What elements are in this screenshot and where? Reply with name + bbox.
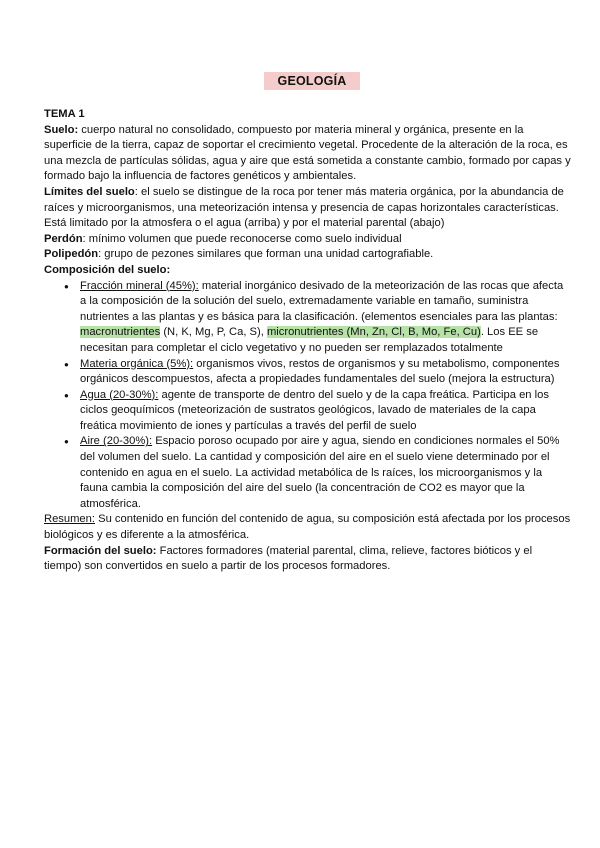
term-fraccion: Fracción mineral (45%):	[80, 279, 199, 292]
paragraph-limitado: Está limitado por la atmosfera o el agua (arriba) y por el material parental (abajo)	[44, 217, 445, 230]
composicion-list	[44, 279, 572, 513]
document-body	[44, 107, 572, 575]
paragraph-formacion: Formación del suelo: Factores formadores (material parental, clima, relieve, factores bióticos y el tiempo) son convertidos en suelo a partir de los procesos formadores.	[44, 544, 533, 573]
term-suelo: Suelo:	[44, 123, 79, 136]
term-polipedon: Polipedón	[44, 248, 99, 261]
list-item-materia-organica: ● Materia orgánica (5%): organismos vivos, restos de organismos y su metabolismo, componentes orgánicos descompuestos, afecta a propiedades fundamentales del suelo (mejora la estructura)	[80, 357, 572, 388]
paragraph-suelo: Suelo: cuerpo natural no consolidado, compuesto por materia mineral y orgánica, presente en la superficie de la tierra, capaz de soportar el crecimiento vegetal. Procedente de la alteración de la roca, es una mezcla de partículas sólidas, agua y aire que está sometida a constante cambio, formado por capas y formado bajo la influencia de factores genéticos y ambientales.	[44, 123, 571, 183]
term-aire: Aire (20-30%):	[80, 435, 153, 448]
highlight-macronutrientes: macronutrientes	[80, 326, 161, 339]
page-title: GEOLOGÍA	[264, 72, 361, 90]
highlight-micronutrientes: micronutrientes	[266, 326, 344, 339]
term-resumen: Resumen:	[44, 513, 95, 526]
paragraph-limites: Límites del suelo: el suelo se distingue de la roca por tener más materia orgánica, por la abundancia de raíces y microorganismos, una meteorización intensa y presencia de capas horizontales características.	[44, 185, 564, 214]
term-materia: Materia orgánica (5%):	[80, 357, 194, 370]
term-limites: Límites del suelo	[44, 185, 135, 198]
paragraph-resumen: Resumen: Su contenido en función del contenido de agua, su composición está afectada por los procesos biológicos y es diferente a la atmosférica.	[44, 513, 571, 542]
term-formacion: Formación del suelo:	[44, 544, 157, 557]
paragraph-polipedon: Polipedón: grupo de pezones similares que forman una unidad cartografiable.	[44, 248, 434, 261]
composicion-heading: Composición del suelo:	[44, 263, 171, 276]
term-agua: Agua (20-30%):	[80, 388, 159, 401]
list-item-aire: ● Aire (20-30%): Espacio poroso ocupado por aire y agua, siendo en condiciones normales el 50% del volumen del suelo. La cantidad y composición del aire en el suelo viene determinado por el contenido en agua en el suelo. La actividad metabólica de ls raíces, los microorganismos y la fauna cambia la composición del aire del suelo (la concentración de CO2 es mayor que la atmosférica.	[80, 434, 572, 512]
list-item-agua: ● Agua (20-30%): agente de transporte de dentro del suelo y de la capa freática. Participa en los ciclos geoquímicos (meteorización de sustratos geológicos, lavado de materiales de la capa freática movimiento de iones y partículas a través del perfil de suelo	[80, 388, 572, 435]
term-perdon: Perdón	[44, 232, 83, 245]
list-item-fraccion-mineral: ● Fracción mineral (45%): material inorgánico desivado de la meteorización de las rocas que afecta a la composición de la solución del suelo, extremadamente variable en tamaño, suministra nutrientes a las plantas y es básica para la clasificación. (elementos esenciales para las plantas: macronutrientes (N, K, Mg, P, Ca, S), micronutrientes (Mn, Zn, Cl, B, Mo, Fe, Cu). Los EE se necesitan para completar el ciclo vegetativo y no pueden ser remplazados totalmente	[80, 279, 572, 357]
section-heading: TEMA 1	[44, 108, 85, 120]
paragraph-perdon: Perdón: mínimo volumen que puede reconocerse como suelo individual	[44, 232, 402, 245]
